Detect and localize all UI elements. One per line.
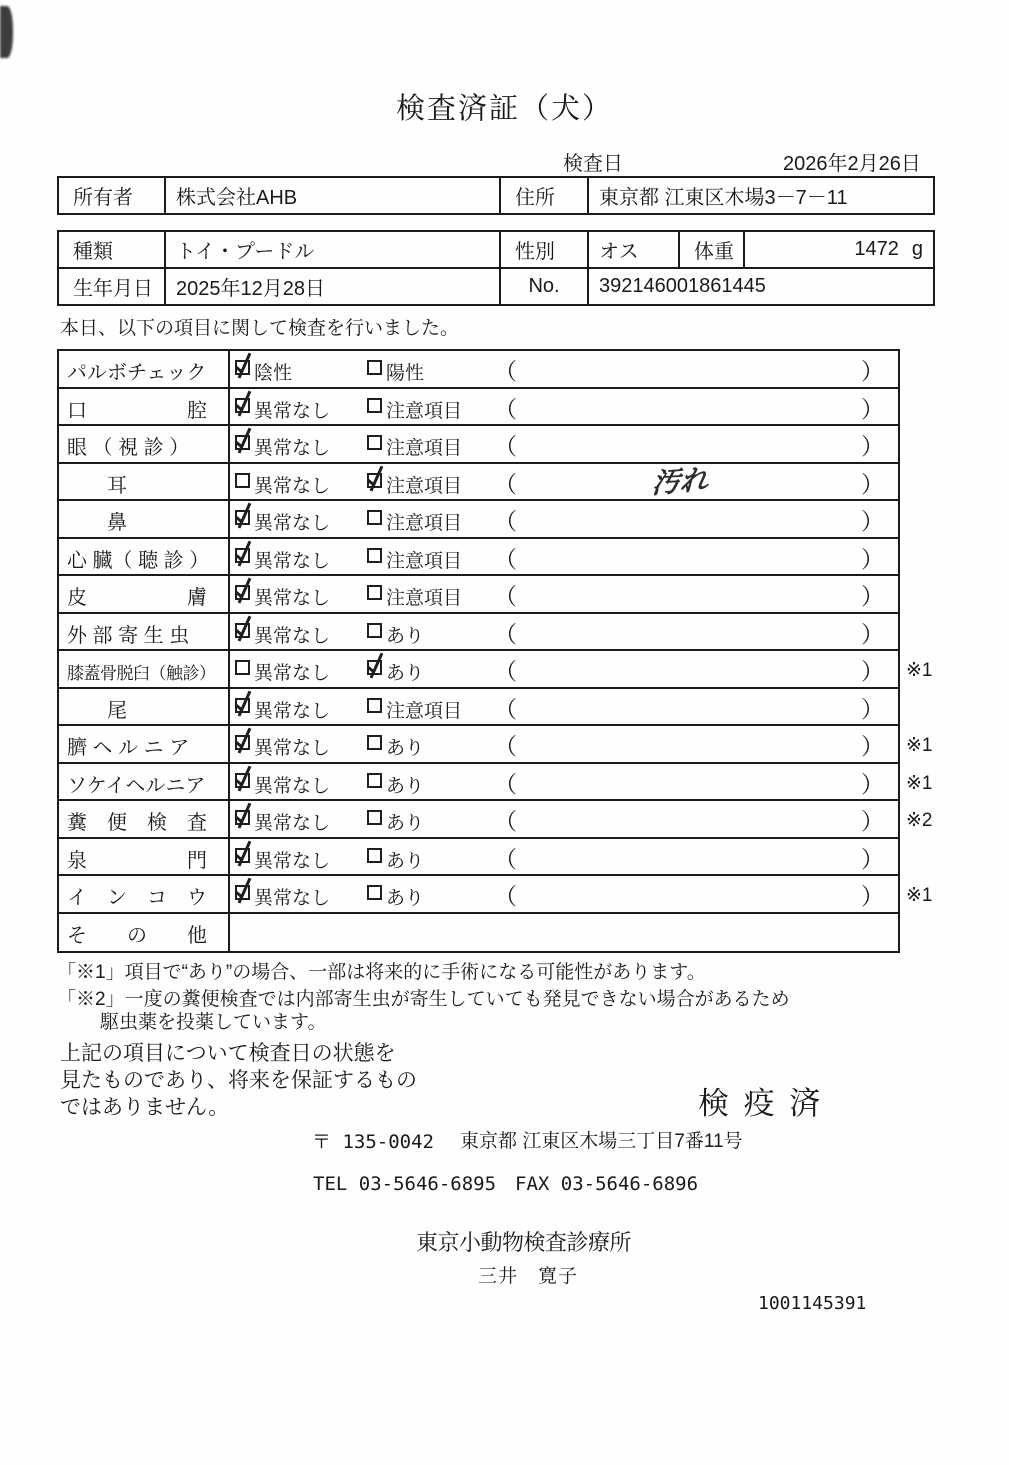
scan-artifact xyxy=(0,6,13,58)
checkbox-option[interactable] xyxy=(367,583,462,610)
checkbox-option[interactable] xyxy=(367,433,462,460)
checkbox-option-label: 異常なし xyxy=(254,400,331,422)
close-paren: ） xyxy=(861,695,884,722)
checklist-row-content xyxy=(230,464,898,500)
checked-checkbox-icon xyxy=(235,848,250,863)
checklist-row-content xyxy=(230,389,898,425)
checked-checkbox-icon xyxy=(235,585,250,600)
checked-checkbox-icon xyxy=(235,885,250,900)
checkbox-option-label: 注意項目 xyxy=(386,475,463,497)
checkbox-option-label: 異常なし xyxy=(254,438,331,459)
no-label: No. xyxy=(499,269,587,304)
unchecked-checkbox-icon xyxy=(367,773,382,788)
open-paren: （ xyxy=(494,658,517,684)
close-paren: ） xyxy=(861,808,884,834)
open-paren: （ xyxy=(494,470,517,497)
breed-value: トイ・プードル xyxy=(164,232,499,267)
checkbox-option[interactable] xyxy=(235,471,330,498)
unchecked-checkbox-icon xyxy=(367,510,382,525)
open-paren: （ xyxy=(494,583,517,609)
checkbox-option-label: 異常なし xyxy=(254,738,331,759)
close-paren: ） xyxy=(861,508,884,534)
no-value: 392146001861445 xyxy=(587,269,937,304)
unchecked-checkbox-icon xyxy=(367,623,382,638)
checkbox-option[interactable] xyxy=(367,733,424,760)
intro-text: 本日、以下の項目に関して検査を行いました。 xyxy=(60,318,460,339)
checklist-row xyxy=(59,576,898,614)
checklist-row xyxy=(59,726,933,764)
checklist-item-label: 外 部 寄 生 虫 xyxy=(59,614,230,650)
checkbox-option-label: あり xyxy=(386,738,425,759)
address-value: 東京都 江東区木場3－7－11 xyxy=(587,178,937,213)
checklist-item-label: 心 臓（ 聴 診 ） xyxy=(59,539,230,575)
weight-value: 1472 xyxy=(854,238,899,260)
unchecked-checkbox-icon xyxy=(367,885,382,900)
checklist-row-content xyxy=(230,576,898,612)
checkbox-option[interactable] xyxy=(367,771,424,798)
unchecked-checkbox-icon xyxy=(367,548,382,563)
unchecked-checkbox-icon xyxy=(367,848,382,863)
footnote-2-continued: 駆虫薬を投薬しています。 xyxy=(100,1012,327,1033)
checkbox-option[interactable] xyxy=(235,696,330,723)
owner-table xyxy=(57,176,935,215)
checklist-row xyxy=(59,876,933,914)
checklist-row xyxy=(59,764,933,802)
breed-label: 種類 xyxy=(73,241,113,263)
checkbox-option-label: 注意項目 xyxy=(386,588,463,609)
checkbox-option[interactable] xyxy=(367,696,462,723)
checklist-item-label: 臍 ヘ ル ニ ア xyxy=(59,726,230,762)
checkbox-option[interactable] xyxy=(235,433,330,460)
open-paren: （ xyxy=(494,508,517,534)
checkbox-option[interactable] xyxy=(235,658,330,685)
checklist-row xyxy=(59,614,898,652)
open-paren: （ xyxy=(494,845,517,872)
checklist-row xyxy=(59,839,898,877)
open-paren: （ xyxy=(494,883,517,909)
checklist-row xyxy=(59,501,898,539)
checklist-item-label: そ の 他 xyxy=(59,914,230,952)
checked-checkbox-icon xyxy=(235,810,250,825)
checkbox-option-label: 注意項目 xyxy=(386,400,463,422)
checklist-row-content xyxy=(230,651,898,687)
checklist-row-content xyxy=(230,839,898,875)
checkbox-option[interactable] xyxy=(367,658,424,685)
checklist-row-content xyxy=(230,876,898,912)
open-paren: （ xyxy=(494,733,517,759)
checkbox-option[interactable] xyxy=(235,358,292,385)
close-paren: ） xyxy=(861,658,884,684)
unchecked-checkbox-icon xyxy=(235,660,250,675)
open-paren: （ xyxy=(494,770,517,797)
pet-table xyxy=(57,230,935,306)
birthdate-value: 2025年12月28日 xyxy=(164,269,499,304)
close-paren: ） xyxy=(861,470,884,497)
checkbox-option[interactable] xyxy=(367,846,424,873)
checklist-item-label: 耳 xyxy=(59,464,230,500)
footnote-marker: ※1 xyxy=(906,772,933,794)
close-paren: ） xyxy=(861,620,884,647)
checklist-row-content xyxy=(230,801,898,837)
checklist-row-content xyxy=(230,726,898,762)
postal-code: 〒 135-0042 xyxy=(312,1131,434,1153)
checkbox-option[interactable] xyxy=(367,883,424,910)
checklist-item-label: 皮 膚 xyxy=(59,576,230,612)
open-paren: （ xyxy=(494,620,517,647)
checkbox-option[interactable] xyxy=(367,396,462,423)
checked-checkbox-icon xyxy=(235,773,250,788)
checklist-row xyxy=(59,689,898,727)
footnote-1: 「※1」項目で“あり”の場合、一部は将来的に手術になる可能性があります。 xyxy=(57,962,706,983)
weight-label: 体重 xyxy=(678,232,743,267)
open-paren: （ xyxy=(494,395,517,422)
weight-unit: g xyxy=(911,238,923,260)
checkbox-option-label: 異常なし xyxy=(254,775,331,797)
clinic-address: 東京都 江東区木場三丁目7番11号 xyxy=(460,1131,743,1152)
pet-table-row-2 xyxy=(59,269,933,304)
open-paren: （ xyxy=(494,808,517,834)
checkbox-option-label: 陰性 xyxy=(254,363,293,384)
open-paren: （ xyxy=(494,695,517,722)
checkbox-option[interactable] xyxy=(235,621,330,648)
checklist-row xyxy=(59,651,933,689)
checkbox-option[interactable] xyxy=(235,583,330,610)
checked-checkbox-icon xyxy=(235,510,250,525)
checklist-item-label: 眼 （ 視 診 ） xyxy=(59,426,230,462)
checklist-row xyxy=(59,801,933,839)
checklist-row xyxy=(59,914,898,952)
checkbox-option-label: あり xyxy=(386,625,425,647)
close-paren: ） xyxy=(861,433,884,459)
checked-checkbox-icon xyxy=(235,360,250,375)
checkbox-option[interactable] xyxy=(367,508,462,535)
inspection-date-label: 検査日 xyxy=(563,153,623,175)
checkbox-option[interactable] xyxy=(235,733,330,760)
checkbox-option-label: あり xyxy=(386,888,425,909)
checklist-item-label: パルボチェック xyxy=(59,351,230,387)
unchecked-checkbox-icon xyxy=(367,585,382,600)
open-paren: （ xyxy=(494,433,517,459)
quarantine-passed-stamp: 検 疫 済 xyxy=(698,1086,824,1121)
checklist-row-content xyxy=(230,351,898,387)
checked-checkbox-icon xyxy=(235,435,250,450)
checklist-row xyxy=(59,389,898,427)
checkbox-option[interactable] xyxy=(235,846,330,873)
footnote-2: 「※2」一度の糞便検査では内部寄生虫が寄生していても発見できない場合があるため xyxy=(57,989,790,1010)
checkbox-option-label: あり xyxy=(386,663,425,684)
checkbox-option-label: 注意項目 xyxy=(386,550,463,572)
footnote-marker: ※1 xyxy=(906,885,933,906)
checked-checkbox-icon xyxy=(235,735,250,750)
checkbox-option[interactable] xyxy=(367,808,424,835)
close-paren: ） xyxy=(861,358,884,384)
checklist-row-content xyxy=(230,614,898,650)
unchecked-checkbox-icon xyxy=(235,473,250,488)
close-paren: ） xyxy=(861,545,884,572)
checkbox-option[interactable] xyxy=(367,546,462,573)
disclaimer xyxy=(60,1040,417,1121)
footnote-marker: ※1 xyxy=(906,660,933,681)
checkbox-option-label: 陽性 xyxy=(386,363,425,384)
checked-checkbox-icon xyxy=(367,660,382,675)
checklist-item-label: 糞 便 検 査 xyxy=(59,801,230,837)
footnote-marker: ※2 xyxy=(906,810,933,831)
checkbox-option-label: 注意項目 xyxy=(386,513,463,534)
address-label: 住所 xyxy=(499,178,587,213)
checkbox-option[interactable] xyxy=(235,508,330,535)
checkbox-option-label: 異常なし xyxy=(254,888,331,909)
sex-value: オス xyxy=(587,232,678,267)
unchecked-checkbox-icon xyxy=(367,398,382,413)
document-title: 検査済証（犬） xyxy=(395,93,613,125)
disclaimer-line-1: 上記の項目について検査日の状態を xyxy=(60,1042,396,1065)
footnote-marker: ※1 xyxy=(906,735,933,756)
checklist-row-content xyxy=(230,501,898,537)
birthdate-label: 生年月日 xyxy=(73,278,153,300)
checked-checkbox-icon xyxy=(235,548,250,563)
tel-fax: TEL 03-5646-6895 FAX 03-5646-6896 xyxy=(313,1173,699,1195)
checked-checkbox-icon xyxy=(367,473,382,488)
checkbox-option[interactable] xyxy=(367,358,424,385)
checkbox-option-label: あり xyxy=(386,813,425,834)
checked-checkbox-icon xyxy=(235,623,250,638)
unchecked-checkbox-icon xyxy=(367,698,382,713)
checklist-row-content xyxy=(230,764,898,800)
close-paren: ） xyxy=(861,395,884,422)
unchecked-checkbox-icon xyxy=(367,735,382,750)
serial-number: 1001145391 xyxy=(758,1293,867,1314)
checkbox-option[interactable] xyxy=(367,471,462,498)
owner-label: 所有者 xyxy=(73,187,133,209)
checkbox-option-label: 注意項目 xyxy=(386,438,463,459)
checklist-row-content xyxy=(230,914,898,952)
checkbox-option-label: 異常なし xyxy=(254,513,331,534)
handwritten-note: 汚れ xyxy=(650,463,709,499)
checkbox-option-label: あり xyxy=(386,775,425,797)
owner-value: 株式会社AHB xyxy=(164,178,499,213)
checklist-item-label: 泉 門 xyxy=(59,839,230,875)
unchecked-checkbox-icon xyxy=(367,810,382,825)
checkbox-option[interactable] xyxy=(235,883,330,910)
checkbox-option-label: 異常なし xyxy=(254,475,331,497)
inspection-date-value: 2026年2月26日 xyxy=(783,153,921,175)
checkbox-option-label: 異常なし xyxy=(254,700,331,722)
checkbox-option-label: 異常なし xyxy=(254,850,331,872)
close-paren: ） xyxy=(861,733,884,759)
checkbox-option-label: 異常なし xyxy=(254,588,331,609)
clinic-name: 東京小動物検査診療所 xyxy=(416,1230,632,1255)
weight-cell xyxy=(743,232,937,267)
unchecked-checkbox-icon xyxy=(367,435,382,450)
checkbox-option[interactable] xyxy=(235,396,330,423)
close-paren: ） xyxy=(861,845,884,872)
checklist-row-content xyxy=(230,689,898,725)
pet-table-row-1 xyxy=(59,232,933,269)
close-paren: ） xyxy=(861,583,884,609)
disclaimer-line-2: 見たものであり、将来を保証するもの xyxy=(60,1069,417,1092)
checkbox-option[interactable] xyxy=(367,621,424,648)
sex-label: 性別 xyxy=(499,232,587,267)
disclaimer-line-3: ではありません。 xyxy=(60,1096,230,1119)
checkbox-option[interactable] xyxy=(235,771,330,798)
checklist-item-label: 膝蓋骨脱臼（触診） xyxy=(59,651,230,687)
checklist-item-label: 口 腔 xyxy=(59,389,230,425)
checklist-row-content xyxy=(230,539,898,575)
checklist-item-label: ソケイヘルニア xyxy=(59,764,230,800)
checkbox-option-label: 異常なし xyxy=(254,625,331,647)
checked-checkbox-icon xyxy=(235,398,250,413)
checkbox-option[interactable] xyxy=(235,808,330,835)
checkbox-option-label: 異常なし xyxy=(254,813,331,834)
checklist-table xyxy=(57,349,933,953)
checkbox-option-label: 注意項目 xyxy=(386,700,463,722)
checkbox-option-label: 異常なし xyxy=(254,663,331,684)
examiner-name: 三井 寛子 xyxy=(478,1266,579,1287)
checklist-item-label: 尾 xyxy=(59,689,230,725)
close-paren: ） xyxy=(861,883,884,909)
close-paren: ） xyxy=(861,770,884,797)
checklist-row xyxy=(59,539,898,577)
checkbox-option[interactable] xyxy=(235,546,330,573)
checkbox-option-label: あり xyxy=(386,850,425,872)
checklist-item-label: イ ン コ ウ xyxy=(59,876,230,912)
checklist-row xyxy=(59,464,898,502)
checkbox-option-label: 異常なし xyxy=(254,550,331,572)
open-paren: （ xyxy=(494,358,517,384)
open-paren: （ xyxy=(494,545,517,572)
unchecked-checkbox-icon xyxy=(367,360,382,375)
checklist-item-label: 鼻 xyxy=(59,501,230,537)
checklist-row xyxy=(59,351,898,389)
checked-checkbox-icon xyxy=(235,698,250,713)
